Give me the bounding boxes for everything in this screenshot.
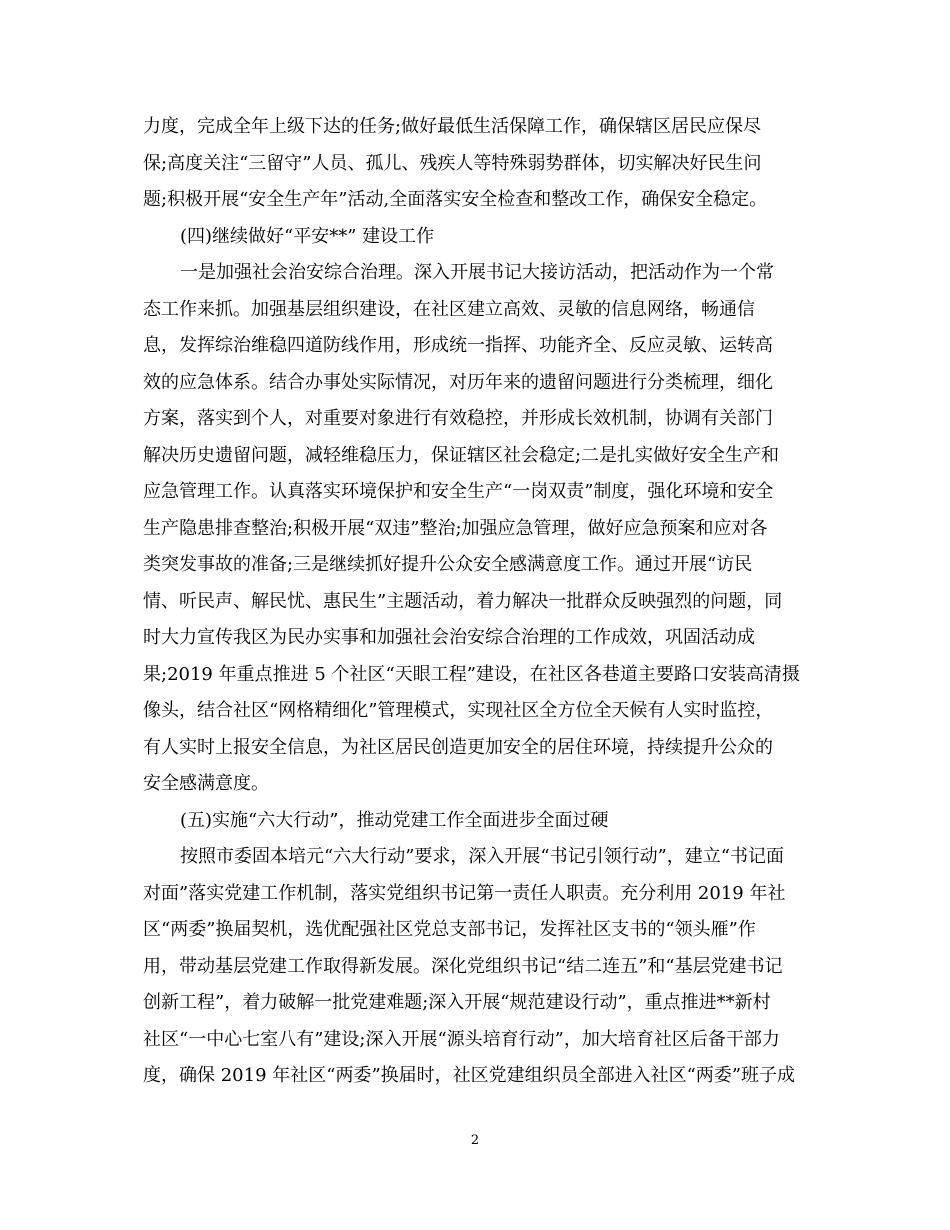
text-line: 像头，结合社区“网格精细化”管理模式，实现社区全方位全天候有人实时监控， bbox=[143, 700, 774, 721]
page-number: 2 bbox=[470, 1133, 480, 1148]
text-line: 效的应急体系。结合办事处实际情况，对历年来的遗留问题进行分类梳理，细化 bbox=[143, 371, 773, 393]
text-line: 题;积极开展“安全生产年”活动,全面落实安全检查和整改工作，确保安全稳定。 bbox=[143, 189, 768, 210]
text-line: 果;2019 年重点推进 5 个社区“天眼工程”建设，在社区各巷道主要路口安装高清摄 bbox=[143, 663, 800, 685]
text-line: 安全感满意度。 bbox=[143, 773, 269, 794]
text-line: 有人实时上报安全信息，为社区居民创造更加安全的居住环境，持续提升公众的 bbox=[143, 736, 773, 758]
body-text bbox=[143, 109, 807, 1095]
text-line: 方案，落实到个人，对重要对象进行有效稳控，并形成长效机制，协调有关部门 bbox=[143, 408, 773, 429]
text-line: 解决历史遗留问题，减轻维稳压力，保证辖区社会稳定;二是扎实做好安全生产和 bbox=[143, 444, 780, 466]
text-line: 创新工程”，着力破解一批党建难题;深入开展“规范建设行动”，重点推进**新村 bbox=[143, 992, 771, 1013]
section-heading-4: (四)继续做好“平安**” 建设工作 bbox=[180, 225, 435, 247]
text-line: 用，带动基层党建工作取得新发展。深化党组织书记“结二连五”和“基层党建书记 bbox=[143, 955, 783, 977]
text-line: 态工作来抓。加强基层组织建设，在社区建立高效、灵敏的信息网络，畅通信 bbox=[143, 298, 755, 320]
text-line: 息，发挥综治维稳四道防线作用，形成统一指挥、功能齐全、反应灵敏、运转高 bbox=[143, 335, 773, 356]
text-line: 对面”落实党建工作机制，落实党组织书记第一责任人职责。充分利用 2019 年社 bbox=[143, 882, 786, 904]
text-line: 按照市委固本培元“六大行动”要求，深入开展“书记引领行动”，建立“书记面 bbox=[180, 846, 785, 867]
text-line: 保;高度关注“三留守”人员、孤儿、残疾人等特殊弱势群体，切实解决好民生问 bbox=[143, 152, 762, 174]
text-line: 类突发事故的准备;三是继续抓好提升公众安全感满意度工作。通过开展“访民 bbox=[143, 554, 753, 575]
text-line: 时大力宣传我区为民办实事和加强社会治安综合治理的工作成效，巩固活动成 bbox=[143, 627, 755, 648]
text-line: 区“两委”换届契机，选优配强社区党总支部书记，发挥社区支书的“领头雁”作 bbox=[143, 919, 756, 940]
text-line: 生产隐患排查整治;积极开展“双违”整治;加强应急管理，做好应急预案和应对各 bbox=[143, 517, 768, 539]
text-line: 一是加强社会治安综合治理。深入开展书记大接访活动，把活动作为一个常 bbox=[180, 262, 774, 283]
text-line: 度，确保 2019 年社区“两委”换届时，社区党建组织员全部进入社区“两委”班子成 bbox=[143, 1065, 796, 1086]
section-heading-5: (五)实施“六大行动”，推动党建工作全面进步全面过硬 bbox=[180, 809, 609, 831]
text-line: 应急管理工作。认真落实环境保护和安全生产“一岗双责”制度，强化环境和安全 bbox=[143, 481, 774, 502]
text-line: 社区“一中心七室八有”建设;深入开展“源头培育行动”，加大培育社区后备干部力 bbox=[143, 1028, 780, 1050]
text-line: 情、听民声、解民忧、惠民生”主题活动，着力解决一批群众反映强烈的问题，同 bbox=[143, 590, 783, 612]
text-line: 力度，完成全年上级下达的任务;做好最低生活保障工作，确保辖区居民应保尽 bbox=[143, 116, 762, 137]
